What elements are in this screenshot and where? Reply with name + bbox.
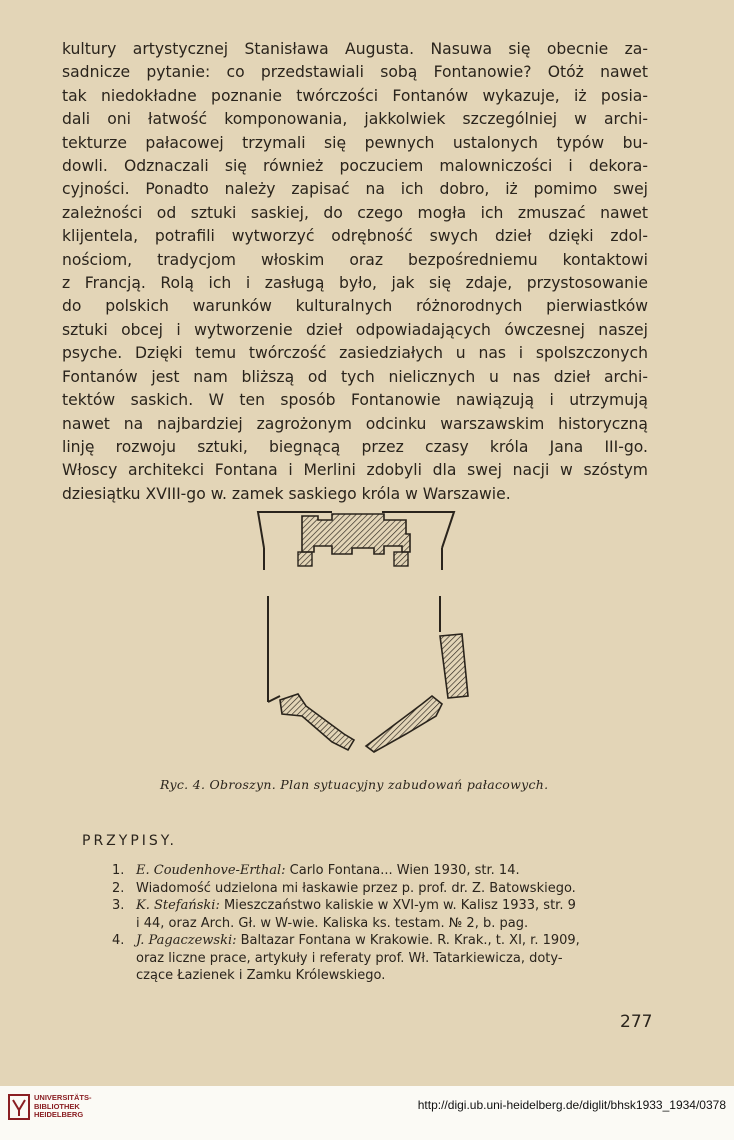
library-name-line-1: UNIVERSITÄTS- <box>34 1093 92 1103</box>
footnote-line <box>136 897 652 915</box>
palace-left-pavilion <box>298 552 312 566</box>
figure-caption: Ryc. 4. Obroszyn. Plan sytuacyjny zabudowań pałacowych. <box>160 777 549 792</box>
right-wing <box>440 634 468 698</box>
footnotes <box>112 862 652 985</box>
footnote-line <box>136 862 652 880</box>
footnote-number: 2. <box>112 880 125 896</box>
footnote-item <box>112 880 652 898</box>
body-line: zależności od sztuki saskiej, do czego mogła ich zmuszać nawet <box>62 203 648 222</box>
body-line: tektów saskich. W ten sposób Fontanowie nawiązują i utrzymują <box>62 391 648 410</box>
library-logo[interactable] <box>8 1094 92 1120</box>
footnote-line <box>136 950 652 968</box>
footnote-number: 3. <box>112 898 125 913</box>
footnote-text <box>136 880 652 898</box>
footnote-line <box>136 915 652 933</box>
footnote-item <box>112 862 652 880</box>
body-line: nościom, tradycjom włoskim oraz bezpośredniemu kontaktowi <box>62 250 648 269</box>
library-name-line-2: BIBLIOTHEK <box>34 1101 80 1111</box>
body-line: cyjności. Ponadto należy zapisać na ich dobro, iż pomimo swej <box>62 180 648 199</box>
body-line: dali oni łatwość komponowania, jakkolwiek szczególniej w archi- <box>62 110 648 129</box>
library-name <box>34 1094 92 1120</box>
body-line: z Francją. Rolą ich i zasługą było, jak się zdaje, przystosowanie <box>62 274 648 293</box>
body-line: tak niedokładne poznanie twórczości Fontanów wykazuje, iż posia- <box>62 86 648 105</box>
footnote-item <box>112 932 652 985</box>
body-line: tekturze pałacowej trzymali się pewnych ustalonych typów bu- <box>62 133 648 152</box>
footnote-line-text: Mieszczaństwo kaliskie w XVI-ym w. Kalisz 1933, str. 9 <box>223 898 576 913</box>
footnote-text <box>136 932 652 985</box>
lower-right-wing <box>366 696 442 752</box>
footnote-line <box>136 880 652 898</box>
page-number: 277 <box>620 1012 653 1032</box>
notes-heading: PRZYPISY. <box>82 833 177 849</box>
body-line: Włoscy architekci Fontana i Merlini zdobyli dla swej nacji w szóstym <box>62 461 648 480</box>
library-seal-icon <box>8 1094 30 1120</box>
footnote-text <box>136 897 652 932</box>
source-url-link[interactable]: http://digi.ub.uni-heidelberg.de/diglit/bhsk1933_1934/0378 <box>417 1098 726 1112</box>
footnote-number: 4. <box>112 933 125 948</box>
footnote-text <box>136 862 652 880</box>
footnote-line-text: i 44, oraz Arch. Gł. w W-wie. Kaliska ks. testam. № 2, b. pag. <box>136 915 529 931</box>
body-line: nawet na najbardziej zagrożonym odcinku warszawskim historyczną <box>62 414 648 433</box>
palace-right-pavilion <box>394 552 408 566</box>
body-line: dziesiątku XVIII-go w. zamek saskiego króla w Warszawie. <box>62 484 511 503</box>
body-text <box>62 38 648 506</box>
footnote-author: E. Coudenhove-Erthal: <box>136 863 286 878</box>
body-line: kultury artystycznej Stanisława Augusta. Nasuwa się obecnie za- <box>62 40 648 58</box>
body-line: linję rozwoju sztuki, biegnącą przez czasy króla Jana III-go. <box>62 437 648 456</box>
footer-bar <box>0 1086 734 1140</box>
library-name-line-3: HEIDELBERG <box>34 1110 84 1120</box>
footnote-author: K. Stefański: <box>136 898 220 913</box>
body-line: dowli. Odznaczali się również poczuciem malowniczości i dekora- <box>62 157 648 176</box>
palace-main-block <box>302 514 410 554</box>
lower-left-wing <box>280 694 354 750</box>
site-plan-figure <box>240 500 480 760</box>
footnote-item <box>112 897 652 932</box>
footnote-number: 1. <box>112 863 125 878</box>
body-line: do polskich warunków kulturalnych różnorodnych pierwiastków <box>62 297 648 316</box>
footnote-line-text: Carlo Fontana... Wien 1930, str. 14. <box>289 863 520 878</box>
footnote-line <box>136 932 652 950</box>
body-line: sadnicze pytanie: co przedstawiali sobą Fontanowie? Otóż nawet <box>62 63 648 82</box>
body-line: Fontanów jest nam bliższą od tych nielicznych u nas dzieł archi- <box>62 367 648 386</box>
body-line: sztuki obcej i wytworzenie dzieł odpowiadających ówczesnej naszej <box>62 320 648 339</box>
footnote-author: J. Pagaczewski: <box>136 933 237 948</box>
footnote-line-text: oraz liczne prace, artykuły i referaty prof. Wł. Tatarkiewicza, doty- <box>136 950 563 966</box>
body-line: klijentela, potrafili wytworzyć odrębność swych dzieł dzięki zdol- <box>62 227 648 246</box>
body-line: psyche. Dzięki temu twórczość zasiedziałych u nas i spolszczonych <box>62 344 648 363</box>
footnote-line-text: czące Łazienek i Zamku Królewskiego. <box>136 968 386 983</box>
footnote-line <box>136 967 652 985</box>
footnote-line-text: Baltazar Fontana w Krakowie. R. Krak., t. XI, r. 1909, <box>240 933 580 948</box>
footnote-line-text: Wiadomość udzielona mi łaskawie przez p. prof. dr. Z. Batowskiego. <box>136 880 576 896</box>
